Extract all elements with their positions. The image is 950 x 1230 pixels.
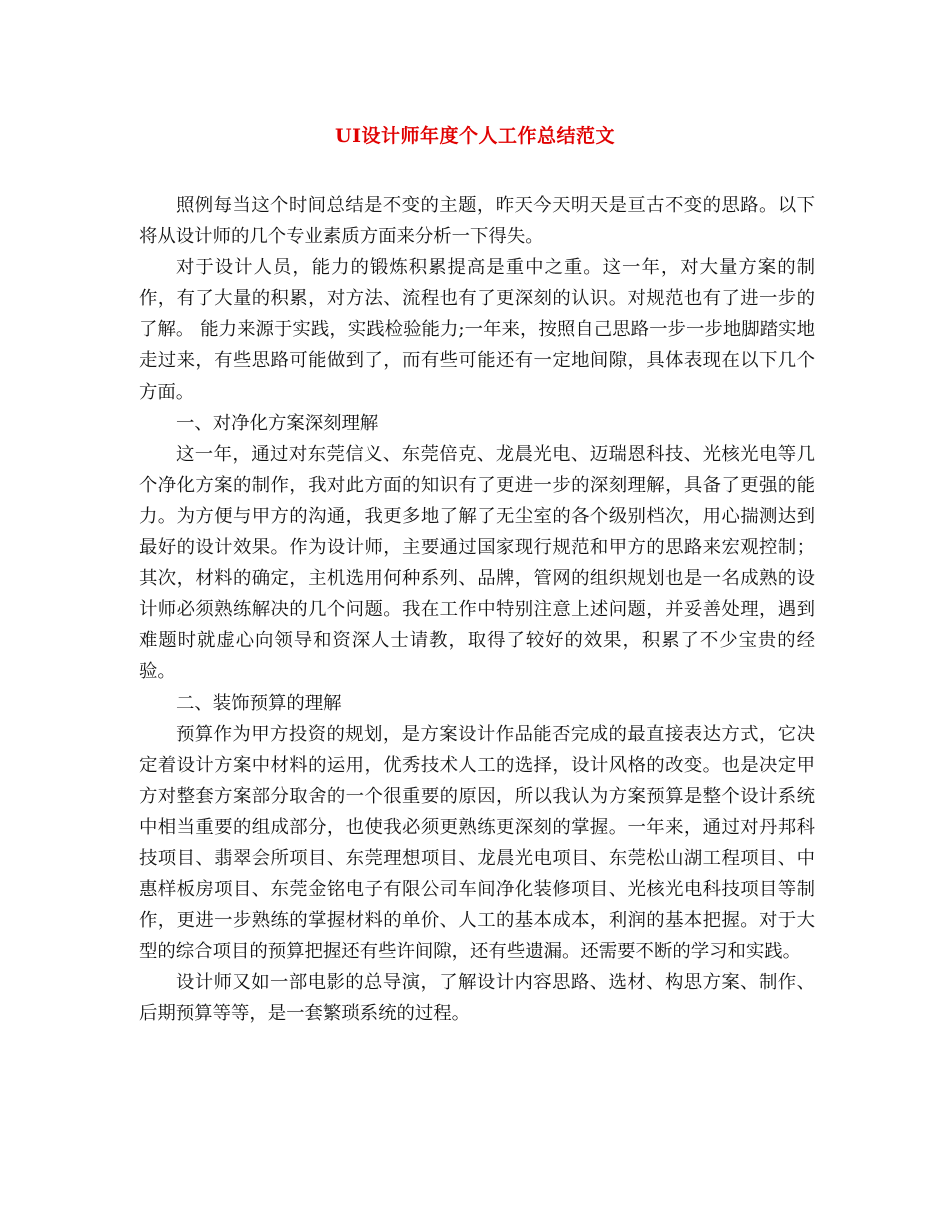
section-heading-budget: 二、装饰预算的理解 bbox=[176, 692, 342, 714]
paragraph-purification: 这一年，通过对东莞信义、东莞倍克、龙晨光电、迈瑞恩科技、光核光电等几个净化方案的制作，我对此方面的知识有了更进一步的深刻理解，具备了更强的能力。为方便与甲方的沟通，我更多地了解了无尘室的各个级别档次，用心揣测达到最好的设计效果。作为设计师，主要通过国家现行规范和甲方的思路来宏观控制；其次，材料的确定，主机选用何种系列、品牌，管网的组织规划也是一名成熟的设计师必须熟练解决的几个问题。我在工作中特别注意上述问题，并妥善处理，遇到难题时就虚心向领导和资深人士请教，取得了较好的效果，积累了不少宝贵的经验。 bbox=[139, 443, 815, 683]
section-heading-purification: 一、对净化方案深刻理解 bbox=[176, 412, 379, 434]
document-title: UI设计师年度个人工作总结范文 bbox=[335, 125, 615, 147]
paragraph-ability: 对于设计人员，能力的锻炼积累提高是重中之重。这一年，对大量方案的制作，有了大量的积累，对方法、流程也有了更深刻的认识。对规范也有了进一步的了解。 能力来源于实践，实践检验能力;一年来，按照自己思路一步一步地脚踏实地走过来，有些思路可能做到了，而有些可能还有一定地间隙，具体表现在以下几个方面。 bbox=[139, 257, 815, 403]
paragraph-budget: 预算作为甲方投资的规划，是方案设计作品能否完成的最直接表达方式，它决定着设计方案中材料的运用，优秀技术人工的选择，设计风格的改变。也是决定甲方对整套方案部分取舍的一个很重要的原因，所以我认为方案预算是整个设计系统中相当重要的组成部分，也使我必须更熟练更深刻的掌握。一年来，通过对丹邦科技项目、翡翠会所项目、东莞理想项目、龙晨光电项目、东莞松山湖工程项目、中惠样板房项目、东莞金铭电子有限公司车间净化装修项目、光核光电科技项目等制作，更进一步熟练的掌握材料的单价、人工的基本成本，利润的基本把握。对于大型的综合项目的预算把握还有些许间隙，还有些遗漏。还需要不断的学习和实践。 bbox=[139, 723, 815, 963]
paragraph-director: 设计师又如一部电影的总导演，了解设计内容思路、选材、构思方案、制作、后期预算等等，是一套繁琐系统的过程。 bbox=[139, 972, 815, 1025]
paragraph-intro: 照例每当这个时间总结是不变的主题，昨天今天明天是亘古不变的思路。以下将从设计师的几个专业素质方面来分析一下得失。 bbox=[139, 195, 815, 248]
document-body bbox=[139, 190, 815, 1030]
